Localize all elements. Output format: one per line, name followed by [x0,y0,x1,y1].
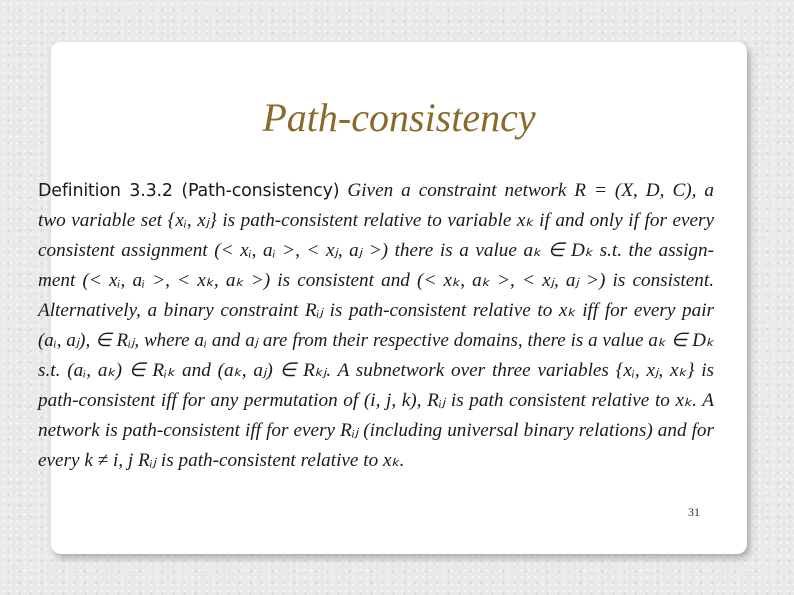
definition-line-7: s.t. (aᵢ, aₖ) ∈ Rᵢₖ and (aₖ, aⱼ) ∈ Rₖⱼ. A subnetwork over three variables {xᵢ, xⱼ, xₖ} is [38,360,714,381]
definition-line-8: path-consistent iff for any permutation of (i, j, k), Rᵢⱼ is path consistent relative to xₖ. A [38,390,714,411]
definition-line-5: Alternatively, a binary constraint Rᵢⱼ is path-consistent relative to xₖ iff for every pair [38,300,714,321]
definition-line-4: ment (< xᵢ, aᵢ >, < xₖ, aₖ >) is consistent and (< xₖ, aₖ >, < xⱼ, aⱼ >) is consistent. [38,270,714,291]
definition-line-1 [38,176,714,206]
slide-title: Path-consistency [262,95,536,140]
definition-line-3: consistent assignment (< xᵢ, aᵢ >, < xⱼ, aⱼ >) there is a value aₖ ∈ Dₖ s.t. the assign- [38,240,714,261]
definition-body [38,176,714,476]
definition-line-6: (aᵢ, aⱼ), ∈ Rᵢⱼ, where aᵢ and aⱼ are from their respective domains, there is a value aₖ ∈ Dₖ [38,330,714,351]
definition-line-9: network is path-consistent iff for every Rᵢⱼ (including universal binary relations) and for [38,420,714,441]
page-number: 31 [688,505,700,519]
definition-line-10: every k ≠ i, j Rᵢⱼ is path-consistent relative to xₖ. [38,450,405,471]
definition-line-1-text: Given a constraint network R = (X, D, C), a [339,180,714,201]
definition-line-2: two variable set {xᵢ, xⱼ} is path-consistent relative to variable xₖ if and only if for every [38,210,714,231]
definition-heading: Definition 3.3.2 (Path-consistency) [38,181,340,201]
